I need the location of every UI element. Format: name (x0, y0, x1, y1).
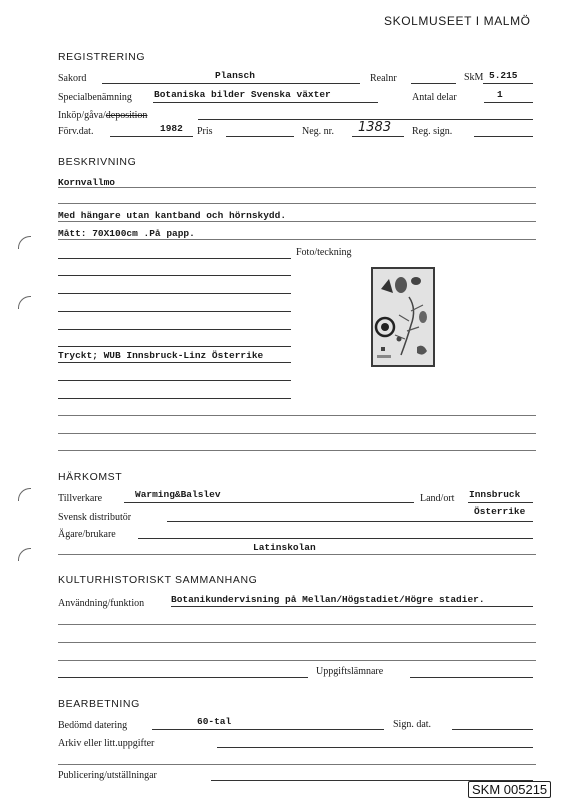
landort-line (468, 502, 533, 503)
antal-label: Antal delar (412, 92, 457, 103)
distributor-label: Svensk distributör (58, 512, 132, 523)
landort-value: Innsbruck (469, 489, 521, 500)
inkop-label (58, 110, 147, 121)
forv-line (110, 136, 193, 137)
datering-label: Bedömd datering (58, 720, 128, 731)
arkiv-line (217, 747, 533, 748)
agare-line-2 (58, 554, 536, 555)
distributor-line (167, 521, 533, 522)
skm-line (483, 83, 533, 84)
regsign-line (474, 136, 533, 137)
tillverkare-value: Warming&Balslev (135, 489, 221, 500)
desc-line (58, 433, 536, 434)
section-title-kultur: KULTURHISTORISKT SAMMANHANG (58, 574, 258, 586)
desc-line (58, 329, 291, 330)
desc-line (58, 258, 291, 259)
anvandning-value: Botanikundervisning på Mellan/Högstadiet/Högre stadier. (171, 594, 485, 605)
desc-line (58, 187, 536, 188)
landort-label: Land/ort (420, 493, 455, 504)
desc-line (58, 293, 291, 294)
datering-line (152, 729, 384, 730)
publ-label: Publicering/utställningar (58, 770, 157, 781)
sakord-value: Plansch (215, 70, 255, 81)
uppgift-label: Uppgiftslämnare (316, 666, 384, 677)
section-title-beskrivning: BESKRIVNING (58, 156, 137, 168)
anvandning-label: Användning/funktion (58, 598, 145, 609)
arkiv-label: Arkiv eller litt.uppgifter (58, 738, 155, 749)
punch-hole (18, 488, 31, 501)
datering-value: 60-tal (197, 716, 232, 727)
desc-line (58, 415, 536, 416)
tillverkare-line (124, 502, 414, 503)
section-title-registrering: REGISTRERING (58, 51, 146, 63)
antal-value: 1 (497, 89, 503, 100)
desc-line (58, 203, 536, 204)
realnr-line (411, 83, 456, 84)
agare-line (138, 538, 533, 539)
uppgift-line (410, 677, 533, 678)
forv-label: Förv.dat. (58, 126, 94, 137)
special-value: Botaniska bilder Svenska växter (154, 89, 331, 100)
pris-label: Pris (197, 126, 213, 137)
sign-line (452, 729, 533, 730)
regsign-label: Reg. sign. (412, 126, 453, 137)
agare-label: Ägare/brukare (58, 529, 116, 540)
pris-line (226, 136, 294, 137)
section-title-bearbetning: BEARBETNING (58, 698, 140, 710)
tillverkare-label: Tillverkare (58, 493, 103, 504)
neg-label: Neg. nr. (302, 126, 334, 137)
desc-line (58, 275, 291, 276)
special-line (153, 102, 378, 103)
sign-label: Sign. dat. (393, 719, 432, 730)
inkop-struck: deposition (105, 110, 148, 121)
desc-tryckt: Tryckt; WUB Innsbruck-Linz Österrike (58, 350, 264, 361)
museum-name: SKOLMUSEET I MALMÖ (384, 14, 531, 28)
kultur-line (58, 642, 536, 643)
punch-hole (18, 548, 31, 561)
agare-value: Latinskolan (253, 542, 316, 553)
poster-photo (371, 267, 435, 367)
kultur-line (58, 677, 308, 678)
desc-line (58, 380, 291, 381)
neg-number: 1383 (358, 120, 392, 135)
skm-prefix: SkM (464, 72, 484, 83)
desc-line (58, 311, 291, 312)
section-title-harkomst: HÄRKOMST (58, 471, 123, 483)
foto-label: Foto/teckning (296, 247, 352, 258)
desc-matt: Mått: 70X100cm .På papp. (58, 228, 195, 239)
antal-line (484, 102, 533, 103)
distributor-value: Österrike (474, 506, 526, 517)
sakord-line (102, 83, 360, 84)
desc-line (58, 362, 291, 363)
skm-number: 5.215 (489, 70, 518, 81)
inkop-text: Inköp/gåva/ (58, 110, 106, 121)
punch-hole (18, 236, 31, 249)
arkiv-line-2 (58, 764, 536, 765)
desc-line (58, 398, 291, 399)
sakord-label: Sakord (58, 73, 87, 84)
anvandning-line (171, 606, 533, 607)
special-label: Specialbenämning (58, 92, 132, 103)
desc-name: Kornvallmo (58, 177, 116, 188)
kultur-line (58, 624, 536, 625)
kultur-line (58, 660, 536, 661)
footer-id: SKM 005215 (468, 781, 551, 798)
desc-line2: Med hängare utan kantband och hörnskydd. (58, 210, 287, 221)
desc-line (58, 450, 536, 451)
punch-hole (18, 296, 31, 309)
realnr-label: Realnr (370, 73, 397, 84)
desc-line (58, 346, 291, 347)
forv-value: 1982 (160, 123, 183, 134)
desc-line (58, 221, 536, 222)
neg-line (352, 136, 404, 137)
desc-line (58, 239, 536, 240)
